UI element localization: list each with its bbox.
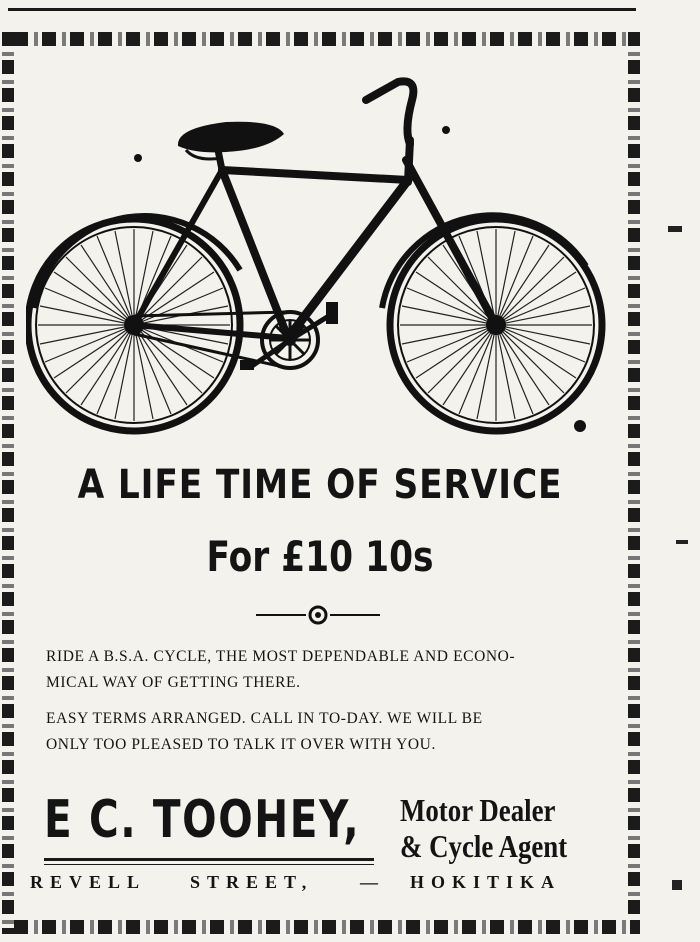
paragraph-ride xyxy=(46,644,606,696)
bicycle-illustration xyxy=(26,70,616,450)
address-street-1: REVELL xyxy=(30,872,147,892)
paragraph-ride-line-1: RIDE A B.S.A. CYCLE, THE MOST DEPENDABLE AND ECONO- xyxy=(46,648,516,665)
price-text: For £10 10s xyxy=(206,532,434,581)
dealer-name: E C. TOOHEY, xyxy=(44,790,361,850)
scan-mark xyxy=(676,540,688,544)
top-rule xyxy=(8,8,636,11)
address-town: HOKITIKA xyxy=(410,872,562,892)
ad-border-right xyxy=(628,32,640,934)
address-dash: — xyxy=(360,872,378,892)
paragraph-ride-line-2: MICAL WAY OF GETTING THERE. xyxy=(46,674,301,691)
headline: A LIFE TIME OF SERVICE xyxy=(77,462,563,508)
dealer-rule-thin xyxy=(44,864,374,865)
ad-border-bottom xyxy=(14,920,640,934)
paragraph-terms-line-2: ONLY TOO PLEASED TO TALK IT OVER WITH YOU. xyxy=(46,736,436,753)
address-line xyxy=(30,872,610,898)
paragraph-terms xyxy=(46,706,606,758)
dealer-title-line-2: & Cycle Agent xyxy=(400,828,568,864)
ad-border-left xyxy=(2,32,14,934)
scan-mark xyxy=(668,226,682,232)
ornament-divider-icon xyxy=(256,604,380,626)
dealer-title-line-1: Motor Dealer xyxy=(400,792,556,828)
scan-mark xyxy=(672,880,682,890)
address-street-2: STREET, xyxy=(190,872,314,892)
dealer-rule-thick xyxy=(44,858,374,861)
ad-border-top xyxy=(14,32,640,46)
paragraph-terms-line-1: EASY TERMS ARRANGED. CALL IN TO-DAY. WE WILL BE xyxy=(46,710,483,727)
